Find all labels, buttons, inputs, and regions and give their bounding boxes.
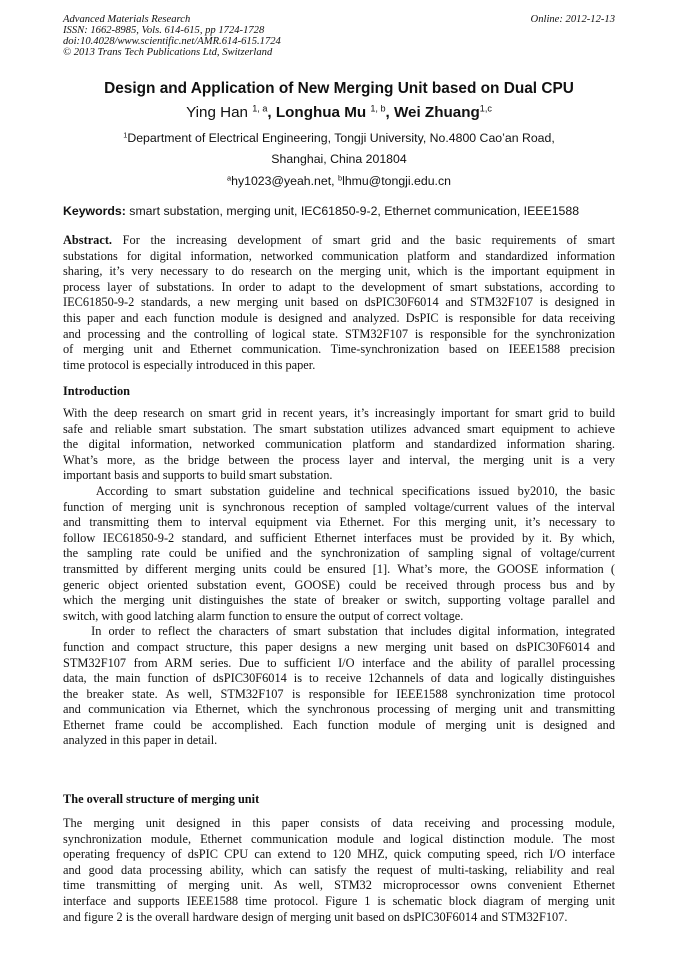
line-text: data, the main function of dsPIC30F6014 is to receive 12channels of data and logically distinguishes	[63, 671, 615, 686]
author-name: Ying Han	[186, 104, 253, 121]
text-line	[63, 295, 615, 311]
affiliation-sup: 1	[123, 130, 128, 140]
line-text: Ethernet frame could be accomplished. Each function module of merging unit is designed and	[63, 717, 615, 732]
text-line	[63, 358, 615, 374]
keywords	[63, 204, 579, 218]
text-line	[63, 640, 615, 656]
line-text: operating frequency of dsPIC CPU can extend to 120 MHZ, quick computing speed, rich I/O interface	[63, 847, 615, 862]
doi: doi:10.4028/www.scientific.net/AMR.614-615.1724	[63, 36, 281, 47]
text-line	[63, 578, 615, 594]
text-line	[63, 562, 615, 578]
author-sup: 1, b	[370, 103, 386, 114]
line-text: the breaker state. As well, STM32F107 is responsible for IEEE1588 synchronization time protocol	[63, 686, 615, 701]
text-line	[63, 406, 615, 422]
text-line	[63, 910, 615, 926]
online-date: Online: 2012-12-13	[530, 14, 615, 25]
emails	[0, 174, 678, 188]
line-text: IEC61850-9-2 standards, a new merging unit based on dsPIC30F6014 and STM32F107 is designed in	[63, 295, 615, 310]
text-line	[63, 718, 615, 734]
line-text: The merging unit designed in this paper consists of data receiving and processing module,	[63, 816, 615, 830]
text-line	[63, 249, 615, 265]
text-line	[63, 468, 615, 484]
author-sup: 1, a	[252, 103, 268, 114]
line-text: function and compact structure, this paper designs a new merging unit based on dsPIC30F6014 and	[63, 639, 615, 654]
line-text: follow IEC61850-9-2 standard, and sufficient Ethernet interfaces must be provided by it. By which,	[63, 530, 615, 545]
affiliation	[0, 131, 678, 145]
line-text: and transmitting them to interval equipment via Ethernet. For this merging unit, it’s necessary to	[63, 515, 615, 530]
line-text: important basis and supports to build smart substation.	[63, 468, 333, 483]
line-text: analyzed in this paper in detail.	[63, 733, 218, 748]
text-line	[63, 832, 615, 848]
line-text: safe and reliable smart substation. The smart substation utilizes advanced smart equipment to achieve	[63, 421, 615, 436]
line-text: and processing and the controlling of logical state. STM32F107 is responsible for the synchronization	[63, 326, 615, 341]
line-text: this paper and each function module is designed and analyzed. DsPIC is responsible for data receiving	[63, 310, 615, 325]
paper-title: Design and Application of New Merging Unit based on Dual CPU	[104, 80, 574, 97]
text-line	[63, 484, 615, 500]
text-line	[63, 422, 615, 438]
text-line	[63, 453, 615, 469]
line-text: With the deep research on smart grid in recent years, it’s increasingly important for smart grid to build	[63, 406, 615, 420]
keywords-text: smart substation, merging unit, IEC61850-9-2, Ethernet communication, IEEE1588	[125, 204, 580, 218]
line-text: generic object oriented substation event, GOOSE) could be received through process bus and by	[63, 577, 615, 592]
line-text: According to smart substation guideline and technical specifications issued by2010, the basic	[63, 483, 615, 498]
line-text: sharing, it’s very necessary to do research on the merging unit, which is the important equipment in	[63, 264, 615, 279]
line-text: the sampling rate could be unified and the synchronization of sampling signal of voltage/current	[63, 546, 615, 561]
author-name: , Longhua Mu	[267, 104, 371, 121]
text-line	[63, 733, 615, 749]
keywords-label: Keywords:	[63, 204, 126, 218]
text-line	[63, 878, 615, 894]
text-line	[63, 264, 615, 280]
author-sup: 1,c	[479, 103, 492, 114]
line-text: In order to reflect the characters of smart substation that includes digital information, integrated	[63, 624, 615, 639]
text-line	[63, 311, 615, 327]
abstract	[63, 233, 615, 373]
affiliation-line-2: Shanghai, China 201804	[271, 152, 407, 166]
text-line	[63, 515, 615, 531]
abstract-label: Abstract.	[63, 233, 113, 247]
text-line	[63, 863, 615, 879]
text-line	[63, 847, 615, 863]
line-text: and good data processing ability, which can satisfy the request of multi-tasking, reliability and real	[63, 862, 615, 877]
line-text: function of merging unit is synchronous reception of sampled voltage/current values of the interval	[63, 499, 615, 514]
line-text: switch, with good latching alarm function to ensure the output of correct voltage.	[63, 608, 464, 623]
text-line	[63, 671, 615, 687]
line-text: interface and supports IEEE1588 time protocol. Figure 1 is schematic block diagram of merging unit	[63, 893, 615, 908]
email: hy1023@yeah.net,	[231, 174, 338, 188]
line-text: time transmitting of merging unit. As well, STM32 microprocessor owns convenient Ethernet	[63, 878, 615, 893]
text-line	[63, 233, 615, 249]
text-line	[63, 546, 615, 562]
structure-body	[63, 816, 615, 925]
line-text: transmitted by different merging units could be ensured [1]. What’s more, the GOOSE information (	[63, 561, 615, 576]
email-sup: a	[227, 173, 232, 183]
introduction-heading: Introduction	[63, 384, 130, 398]
email: lhmu@tongji.edu.cn	[342, 174, 451, 188]
introduction-body	[63, 406, 615, 749]
text-line	[63, 327, 615, 343]
line-text: For the increasing development of smart grid and the basic requirements of smart	[112, 233, 615, 247]
text-line	[63, 687, 615, 703]
text-line	[63, 342, 615, 358]
text-line	[63, 656, 615, 672]
line-text: and communication via Ethernet, which the synchronous processing of merging unit and transmitting	[63, 702, 615, 717]
line-text: process layer of substations. In order to adapt to the development of smart substations, according to	[63, 279, 615, 294]
line-text: synchronization module, Ethernet communication module and logical distinction module. The most	[63, 831, 615, 846]
text-line	[63, 702, 615, 718]
journal-name: Advanced Materials Research	[63, 14, 191, 25]
text-line	[63, 609, 615, 625]
email-sup: b	[337, 173, 343, 183]
affiliation-line: Department of Electrical Engineering, Tongji University, No.4800 Cao’an Road,	[127, 131, 555, 145]
journal-header	[63, 14, 281, 58]
issn: ISSN: 1662-8985, Vols. 614-615, pp 1724-1728	[63, 25, 265, 36]
line-text: What’s more, as the bridge between the process layer and interval, the merging unit is a very	[63, 452, 615, 467]
copyright: © 2013 Trans Tech Publications Ltd, Switzerland	[63, 47, 273, 58]
line-text: of merging unit and Ethernet communication. Time-synchronization based on IEEE1588 precision	[63, 342, 615, 357]
line-text: STM32F107 from ARM series. Due to sufficient I/O interface and the ability of parallel processing	[63, 655, 615, 670]
text-line	[63, 437, 615, 453]
text-line	[63, 531, 615, 547]
text-line	[63, 624, 615, 640]
line-text: the digital information, networked communication platform and standardized information sharing.	[63, 437, 615, 452]
text-line	[63, 280, 615, 296]
line-text: substations for digital information, networked communication platform and standardized information	[63, 248, 615, 263]
authors	[0, 104, 678, 121]
text-line	[63, 816, 615, 832]
text-line	[63, 894, 615, 910]
line-text: and figure 2 is the overall hardware design of merging unit based on dsPIC30F6014 and STM32F107.	[63, 909, 568, 924]
line-text: which the merging unit distinguishes the state of breaker or switch, supporting voltage parallel and	[63, 593, 615, 608]
line-text: time protocol is especially introduced in this paper.	[63, 357, 316, 372]
structure-heading: The overall structure of merging unit	[63, 792, 260, 806]
text-line	[63, 593, 615, 609]
author-name: , Wei Zhuang	[385, 104, 480, 121]
text-line	[63, 500, 615, 516]
